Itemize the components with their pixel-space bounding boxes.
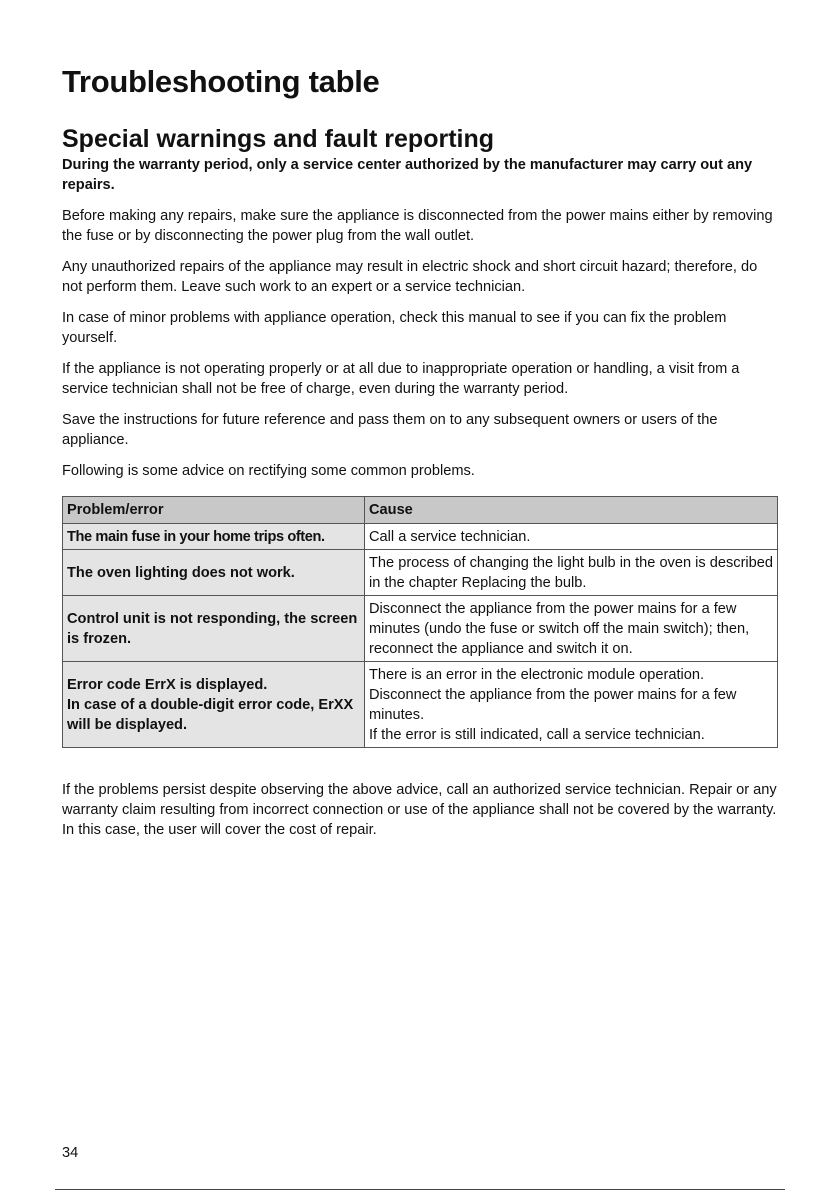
problem-cell: Error code ErrX is displayed. In case of a double-digit error code, ErXX will be displayed. (63, 662, 365, 748)
column-header-problem: Problem/error (63, 497, 365, 524)
problem-cell: The main fuse in your home trips often. (63, 524, 365, 550)
cause-cell: There is an error in the electronic module operation. Disconnect the appliance from the power mains for a few minutes. If the error is still indicated, call a service technician. (365, 662, 778, 748)
problem-cell: The oven lighting does not work. (63, 550, 365, 596)
warranty-warning: During the warranty period, only a service center authorized by the manufacturer may carry out any repairs. (62, 157, 753, 193)
closing-paragraph: If the problems persist despite observing the above advice, call an authorized service technician. Repair or any warranty claim resulting from incorrect connection or use of the appliance shall not be covered by the warranty. In this case, the user will cover the cost of repair. (62, 782, 777, 838)
paragraph-unauthorized-repairs: Any unauthorized repairs of the appliance may result in electric shock and short circuit hazard; therefore, do not perform them. Leave such work to an expert or a service technician. (62, 259, 758, 295)
paragraph-minor-problems: In case of minor problems with appliance operation, check this manual to see if you can fix the problem yourself. (62, 310, 727, 346)
paragraph-advice-intro: Following is some advice on rectifying some common problems. (62, 463, 475, 479)
table-row (63, 662, 778, 748)
table-row (63, 524, 778, 550)
troubleshooting-table (62, 496, 778, 748)
intro-text (62, 155, 778, 492)
section-title: Special warnings and fault reporting (62, 125, 495, 153)
table-row (63, 596, 778, 662)
cause-cell: Disconnect the appliance from the power mains for a few minutes (undo the fuse or switch off the main switch); then, reconnect the appliance and switch it on. (365, 596, 778, 662)
table-row (63, 550, 778, 596)
table-header-row (63, 497, 778, 524)
paragraph-service-charge: If the appliance is not operating properly or at all due to inappropriate operation or handling, a visit from a service technician shall not be free of charge, even during the warranty period. (62, 361, 740, 397)
column-header-cause: Cause (365, 497, 778, 524)
problem-cell: Control unit is not responding, the screen is frozen. (63, 596, 365, 662)
paragraph-disconnect: Before making any repairs, make sure the appliance is disconnected from the power mains either by removing the fuse or by disconnecting the power plug from the wall outlet. (62, 208, 773, 244)
paragraph-save-instructions: Save the instructions for future reference and pass them on to any subsequent owners or users of the appliance. (62, 412, 718, 448)
page-number: 34 (62, 1145, 79, 1161)
cause-cell: Call a service technician. (365, 524, 778, 550)
footer-divider (55, 1189, 785, 1190)
cause-cell: The process of changing the light bulb in the oven is described in the chapter Replacing the bulb. (365, 550, 778, 596)
page-title: Troubleshooting table (62, 64, 380, 99)
